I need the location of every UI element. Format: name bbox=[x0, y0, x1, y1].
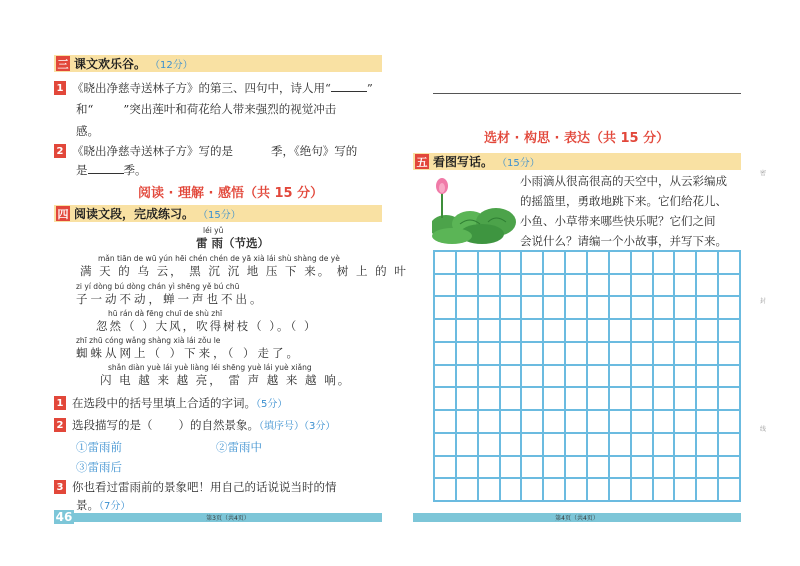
section3-header bbox=[54, 55, 382, 72]
writing-prompt-line: 小雨滴从很高很高的天空中，从云彩编成 bbox=[520, 174, 727, 188]
writing-cell[interactable] bbox=[565, 319, 587, 342]
poem-line: 蜘蛛从网上（ ）下来，（ ）走了。 bbox=[76, 346, 302, 360]
writing-cell[interactable] bbox=[521, 274, 543, 297]
section4-header bbox=[54, 205, 382, 222]
pinyin-line: mǎn tiān de wū yún hēi chén chén de yā xià lái shù shàng de yè bbox=[98, 254, 340, 263]
question-number: 1 bbox=[54, 396, 66, 410]
section5-header bbox=[413, 153, 741, 170]
writing-cell[interactable] bbox=[565, 478, 587, 501]
writing-cell[interactable] bbox=[631, 296, 653, 319]
section-title: 阅读文段，完成练习。 bbox=[74, 207, 195, 221]
option-b[interactable]: ②雷雨中 bbox=[216, 440, 262, 454]
question-text: 你也看过雷雨前的景象吧！用自己的话说说当时的情 bbox=[72, 480, 337, 494]
writing-cell[interactable] bbox=[718, 410, 740, 433]
right-footer: 第4页（共4页） bbox=[413, 513, 741, 522]
writing-cell[interactable] bbox=[543, 433, 565, 456]
writing-cell[interactable] bbox=[653, 387, 675, 410]
writing-cell[interactable] bbox=[521, 387, 543, 410]
writing-cell[interactable] bbox=[653, 433, 675, 456]
writing-cell[interactable] bbox=[478, 342, 500, 365]
writing-cell[interactable] bbox=[653, 478, 675, 501]
writing-cell[interactable] bbox=[609, 456, 631, 479]
option-c[interactable]: ③雷雨后 bbox=[76, 460, 122, 474]
poem-title-pinyin: léi yǔ bbox=[203, 226, 224, 235]
poem-line: 满 天 的 乌 云， 黑 沉 沉 地 压 下 来。 树 上 的 叶 bbox=[80, 264, 408, 278]
section-score: （12分） bbox=[150, 60, 193, 71]
writing-prompt-line: 小鱼、小草带来哪些快乐呢？它们之间 bbox=[520, 214, 716, 228]
writing-cell[interactable] bbox=[521, 251, 543, 274]
question-number: 3 bbox=[54, 480, 66, 494]
writing-cell[interactable] bbox=[478, 478, 500, 501]
writing-cell[interactable] bbox=[653, 342, 675, 365]
writing-cell[interactable] bbox=[500, 251, 522, 274]
writing-cell[interactable] bbox=[609, 365, 631, 388]
writing-cell[interactable] bbox=[456, 251, 478, 274]
question-text: 选段描写的是（ ）的自然景象。（填序号）（3分） bbox=[72, 418, 336, 432]
writing-cell[interactable] bbox=[718, 296, 740, 319]
question-number: 1 bbox=[54, 81, 66, 95]
top-rule bbox=[433, 93, 741, 94]
writing-cell[interactable] bbox=[653, 296, 675, 319]
writing-cell[interactable] bbox=[521, 319, 543, 342]
writing-cell[interactable] bbox=[478, 410, 500, 433]
writing-cell[interactable] bbox=[718, 433, 740, 456]
pinyin-line: hū rán dà fēng chuī de shù zhī bbox=[108, 309, 223, 318]
writing-cell[interactable] bbox=[674, 296, 696, 319]
writing-cell[interactable] bbox=[609, 433, 631, 456]
writing-cell[interactable] bbox=[500, 387, 522, 410]
writing-cell[interactable] bbox=[500, 410, 522, 433]
writing-cell[interactable] bbox=[674, 251, 696, 274]
question-text: 在选段中的括号里填上合适的字词。（5分） bbox=[72, 396, 288, 410]
poem-line: 闪 电 越 来 越 亮， 雷 声 越 来 越 响。 bbox=[100, 373, 352, 387]
writing-cell[interactable] bbox=[543, 342, 565, 365]
writing-cell[interactable] bbox=[631, 410, 653, 433]
writing-cell[interactable] bbox=[456, 319, 478, 342]
writing-cell[interactable] bbox=[478, 296, 500, 319]
writing-cell[interactable] bbox=[478, 319, 500, 342]
writing-cell[interactable] bbox=[521, 410, 543, 433]
writing-cell[interactable] bbox=[521, 433, 543, 456]
writing-cell[interactable] bbox=[674, 319, 696, 342]
writing-cell[interactable] bbox=[565, 296, 587, 319]
writing-cell[interactable] bbox=[456, 410, 478, 433]
writing-cell[interactable] bbox=[631, 365, 653, 388]
writing-cell[interactable] bbox=[565, 387, 587, 410]
writing-cell[interactable] bbox=[631, 251, 653, 274]
writing-cell[interactable] bbox=[500, 274, 522, 297]
writing-cell[interactable] bbox=[609, 296, 631, 319]
writing-cell[interactable] bbox=[674, 387, 696, 410]
writing-cell[interactable] bbox=[434, 342, 456, 365]
poem-title: 雷 雨（节选） bbox=[196, 236, 270, 250]
writing-cell[interactable] bbox=[653, 319, 675, 342]
question-text: 和“ ”突出莲叶和荷花给人带来强烈的视觉冲击 bbox=[76, 102, 337, 116]
poem-line: 忽然（ ）大风，吹得树枝（ ）。（ ） bbox=[96, 319, 318, 333]
writing-cell[interactable] bbox=[521, 456, 543, 479]
writing-cell[interactable] bbox=[565, 365, 587, 388]
writing-cell[interactable] bbox=[587, 387, 609, 410]
writing-cell[interactable] bbox=[543, 251, 565, 274]
writing-band-title: 选材 · 构思 · 表达（共 15 分） bbox=[484, 131, 670, 146]
writing-cell[interactable] bbox=[587, 274, 609, 297]
option-a[interactable]: ①雷雨前 bbox=[76, 440, 122, 454]
writing-cell[interactable] bbox=[456, 365, 478, 388]
writing-cell[interactable] bbox=[434, 319, 456, 342]
writing-cell[interactable] bbox=[674, 410, 696, 433]
writing-cell[interactable] bbox=[718, 387, 740, 410]
writing-cell[interactable] bbox=[565, 342, 587, 365]
writing-cell[interactable] bbox=[674, 342, 696, 365]
writing-cell[interactable] bbox=[434, 251, 456, 274]
writing-cell[interactable] bbox=[631, 387, 653, 410]
section-title: 课文欢乐谷。 bbox=[74, 57, 147, 71]
writing-cell[interactable] bbox=[456, 456, 478, 479]
writing-cell[interactable] bbox=[478, 433, 500, 456]
writing-cell[interactable] bbox=[609, 251, 631, 274]
writing-cell[interactable] bbox=[543, 456, 565, 479]
writing-cell[interactable] bbox=[653, 251, 675, 274]
writing-cell[interactable] bbox=[609, 387, 631, 410]
writing-cell[interactable] bbox=[718, 365, 740, 388]
writing-cell[interactable] bbox=[521, 342, 543, 365]
writing-cell[interactable] bbox=[500, 319, 522, 342]
writing-cell[interactable] bbox=[500, 456, 522, 479]
writing-cell[interactable] bbox=[653, 410, 675, 433]
writing-cell[interactable] bbox=[609, 319, 631, 342]
writing-prompt-line: 的摇篮里，勇敢地跳下来。它们给花儿、 bbox=[520, 194, 727, 208]
writing-cell[interactable] bbox=[543, 387, 565, 410]
writing-cell[interactable] bbox=[500, 296, 522, 319]
pinyin-line: zi yí dòng bú dòng chán yì shēng yě bú chū bbox=[76, 282, 240, 291]
writing-cell[interactable] bbox=[674, 456, 696, 479]
writing-cell[interactable] bbox=[434, 410, 456, 433]
writing-cell[interactable] bbox=[478, 251, 500, 274]
writing-cell[interactable] bbox=[587, 251, 609, 274]
writing-cell[interactable] bbox=[434, 478, 456, 501]
writing-cell[interactable] bbox=[696, 296, 718, 319]
writing-cell[interactable] bbox=[565, 456, 587, 479]
writing-cell[interactable] bbox=[434, 365, 456, 388]
writing-cell[interactable] bbox=[456, 274, 478, 297]
pinyin-line: zhī zhū cóng wǎng shàng xià lái zǒu le bbox=[76, 336, 221, 345]
writing-cell[interactable] bbox=[674, 274, 696, 297]
writing-cell[interactable] bbox=[587, 342, 609, 365]
left-footer: 第3页（共4页） bbox=[74, 513, 382, 522]
writing-cell[interactable] bbox=[653, 365, 675, 388]
writing-cell[interactable] bbox=[718, 342, 740, 365]
writing-cell[interactable] bbox=[456, 296, 478, 319]
lotus-illustration bbox=[432, 172, 516, 244]
writing-cell[interactable] bbox=[434, 387, 456, 410]
writing-grid[interactable] bbox=[433, 250, 741, 502]
answer-blank[interactable] bbox=[331, 82, 367, 92]
writing-cell[interactable] bbox=[565, 274, 587, 297]
margin-mark: 线 bbox=[760, 426, 767, 433]
writing-cell[interactable] bbox=[434, 456, 456, 479]
writing-cell[interactable] bbox=[718, 274, 740, 297]
writing-cell[interactable] bbox=[696, 433, 718, 456]
question-text: 《晓出净慈寺送林子方》写的是 季，《绝句》写的 bbox=[72, 144, 358, 158]
writing-cell[interactable] bbox=[478, 387, 500, 410]
writing-cell[interactable] bbox=[434, 433, 456, 456]
writing-cell[interactable] bbox=[456, 387, 478, 410]
writing-cell[interactable] bbox=[565, 410, 587, 433]
writing-cell[interactable] bbox=[631, 319, 653, 342]
writing-cell[interactable] bbox=[456, 478, 478, 501]
writing-cell[interactable] bbox=[500, 478, 522, 501]
writing-cell[interactable] bbox=[521, 365, 543, 388]
writing-cell[interactable] bbox=[500, 433, 522, 456]
writing-cell[interactable] bbox=[631, 478, 653, 501]
writing-cell[interactable] bbox=[434, 296, 456, 319]
writing-cell[interactable] bbox=[718, 251, 740, 274]
section-title: 看图写话。 bbox=[433, 155, 494, 169]
writing-cell[interactable] bbox=[696, 478, 718, 501]
writing-cell[interactable] bbox=[631, 274, 653, 297]
writing-cell[interactable] bbox=[696, 410, 718, 433]
writing-cell[interactable] bbox=[609, 478, 631, 501]
writing-cell[interactable] bbox=[587, 296, 609, 319]
writing-cell[interactable] bbox=[674, 478, 696, 501]
writing-cell[interactable] bbox=[587, 365, 609, 388]
writing-cell[interactable] bbox=[653, 274, 675, 297]
writing-cell[interactable] bbox=[696, 456, 718, 479]
writing-cell[interactable] bbox=[587, 319, 609, 342]
writing-cell[interactable] bbox=[696, 319, 718, 342]
section-number: 三 bbox=[57, 57, 69, 71]
question-text: 《晓出净慈寺送林子方》的第三、四句中，诗人用“ ” bbox=[72, 81, 373, 95]
margin-mark: 密 bbox=[760, 170, 767, 177]
pinyin-line: shǎn diàn yuè lái yuè liàng léi shēng yuè lái yuè xiǎng bbox=[108, 363, 312, 372]
writing-cell[interactable] bbox=[609, 274, 631, 297]
writing-cell[interactable] bbox=[456, 433, 478, 456]
writing-cell[interactable] bbox=[587, 433, 609, 456]
question-text: 景。（7分） bbox=[76, 498, 131, 512]
writing-cell[interactable] bbox=[543, 296, 565, 319]
page-number: 46 bbox=[55, 510, 73, 524]
section-number: 四 bbox=[57, 207, 69, 221]
writing-cell[interactable] bbox=[543, 410, 565, 433]
writing-cell[interactable] bbox=[631, 456, 653, 479]
writing-cell[interactable] bbox=[609, 342, 631, 365]
writing-cell[interactable] bbox=[653, 456, 675, 479]
writing-cell[interactable] bbox=[543, 274, 565, 297]
writing-cell[interactable] bbox=[587, 410, 609, 433]
question-text: 是 季。 bbox=[76, 163, 147, 177]
question-text: 感。 bbox=[76, 124, 99, 138]
writing-cell[interactable] bbox=[543, 478, 565, 501]
writing-cell[interactable] bbox=[609, 410, 631, 433]
writing-cell[interactable] bbox=[521, 478, 543, 501]
writing-cell[interactable] bbox=[543, 365, 565, 388]
writing-cell[interactable] bbox=[565, 251, 587, 274]
writing-cell[interactable] bbox=[674, 433, 696, 456]
writing-cell[interactable] bbox=[500, 342, 522, 365]
writing-cell[interactable] bbox=[456, 342, 478, 365]
writing-prompt-line: 会说什么？请编一个小故事，并写下来。 bbox=[520, 234, 727, 248]
writing-cell[interactable] bbox=[696, 274, 718, 297]
section-score: （15分） bbox=[497, 158, 540, 169]
writing-cell[interactable] bbox=[718, 478, 740, 501]
writing-cell[interactable] bbox=[674, 365, 696, 388]
writing-cell[interactable] bbox=[434, 274, 456, 297]
writing-cell[interactable] bbox=[478, 274, 500, 297]
margin-mark: 封 bbox=[760, 298, 767, 305]
writing-cell[interactable] bbox=[718, 456, 740, 479]
writing-cell[interactable] bbox=[631, 342, 653, 365]
reading-band-title: 阅读 · 理解 · 感悟（共 15 分） bbox=[138, 186, 324, 201]
writing-cell[interactable] bbox=[478, 365, 500, 388]
writing-cell[interactable] bbox=[500, 365, 522, 388]
writing-cell[interactable] bbox=[696, 387, 718, 410]
writing-cell[interactable] bbox=[478, 456, 500, 479]
writing-cell[interactable] bbox=[696, 365, 718, 388]
writing-cell[interactable] bbox=[718, 319, 740, 342]
writing-cell[interactable] bbox=[696, 342, 718, 365]
section-number: 五 bbox=[416, 155, 428, 169]
section-score: （15分） bbox=[198, 210, 241, 221]
writing-cell[interactable] bbox=[631, 433, 653, 456]
writing-cell[interactable] bbox=[565, 433, 587, 456]
poem-line: 子一动不动，蝉一声也不出。 bbox=[76, 292, 265, 306]
writing-cell[interactable] bbox=[587, 456, 609, 479]
question-number: 2 bbox=[54, 418, 66, 432]
writing-cell[interactable] bbox=[543, 319, 565, 342]
question-number: 2 bbox=[54, 144, 66, 158]
answer-blank[interactable] bbox=[88, 164, 124, 174]
writing-cell[interactable] bbox=[587, 478, 609, 501]
writing-cell[interactable] bbox=[696, 251, 718, 274]
writing-cell[interactable] bbox=[521, 296, 543, 319]
